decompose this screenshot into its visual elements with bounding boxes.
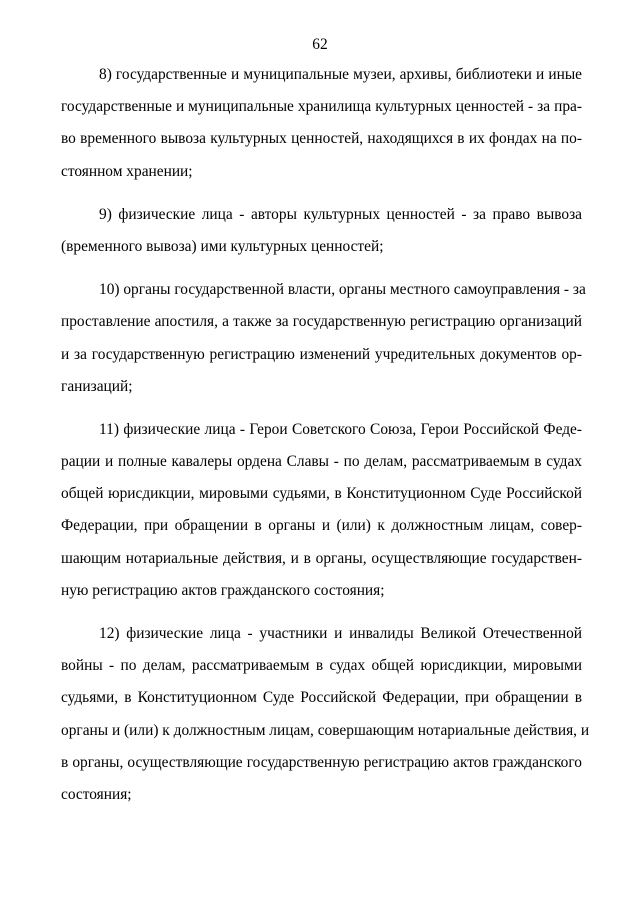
text-line: 10) органы государственной власти, органы местного самоуправления - за: [99, 281, 586, 299]
paragraph-gap: [61, 263, 582, 274]
text-line: стоянном хранении;: [61, 162, 193, 180]
paragraph-gap: [61, 188, 582, 199]
paragraph-item-9: [61, 199, 582, 263]
text-line: и за государственную регистрацию изменений учредительных документов ор-: [61, 345, 582, 363]
text-line: (временного вывоза) ими культурных ценностей;: [61, 237, 384, 255]
paragraph-item-11: [61, 414, 582, 607]
text-line: 9) физические лица - авторы культурных ценностей - за право вывоза: [99, 205, 582, 223]
text-line: рации и полные кавалеры ордена Славы - по делам, рассматриваемым в судах: [61, 453, 582, 471]
text-line: общей юрисдикции, мировыми судьями, в Конституционном Суде Российской: [61, 485, 582, 503]
text-line: 8) государственные и муниципальные музеи, архивы, библиотеки и иные: [99, 66, 582, 83]
paragraph-gap: [61, 403, 582, 414]
text-line: во временного вывоза культурных ценностей, находящихся в их фондах на по-: [61, 130, 582, 148]
text-line: проставление апостиля, а также за государственную регистрацию организаций: [61, 313, 582, 331]
page-number: 62: [312, 36, 328, 53]
text-line: войны - по делам, рассматриваемым в судах общей юрисдикции, мировыми: [61, 657, 582, 675]
text-line: Федерации, при обращении в органы и (или) к должностным лицам, совер-: [61, 517, 582, 535]
paragraph-gap: [61, 607, 582, 618]
text-line: ную регистрацию актов гражданского состояния;: [61, 581, 385, 599]
text-line: состояния;: [61, 785, 132, 803]
text-line: 12) физические лица - участники и инвалиды Великой Отечественной: [99, 625, 582, 642]
text-line: шающим нотариальные действия, и в органы, осуществляющие государствен-: [61, 549, 582, 567]
text-line: органы и (или) к должностным лицам, совершающим нотариальные действия, и: [61, 721, 590, 739]
text-line: судьями, в Конституционном Суде Российской Федерации, при обращении в: [61, 689, 582, 707]
text-line: в органы, осуществляющие государственную регистрацию актов гражданского: [61, 753, 582, 771]
paragraph-item-8: [61, 59, 582, 188]
paragraph-item-10: [61, 274, 586, 403]
document-body: [61, 59, 590, 811]
text-line: государственные и муниципальные хранилища культурных ценностей - за пра-: [61, 98, 582, 116]
paragraph-item-12: [61, 618, 590, 811]
text-line: 11) физические лица - Герои Советского Союза, Герои Российской Феде-: [99, 420, 582, 438]
text-line: ганизаций;: [61, 377, 133, 395]
